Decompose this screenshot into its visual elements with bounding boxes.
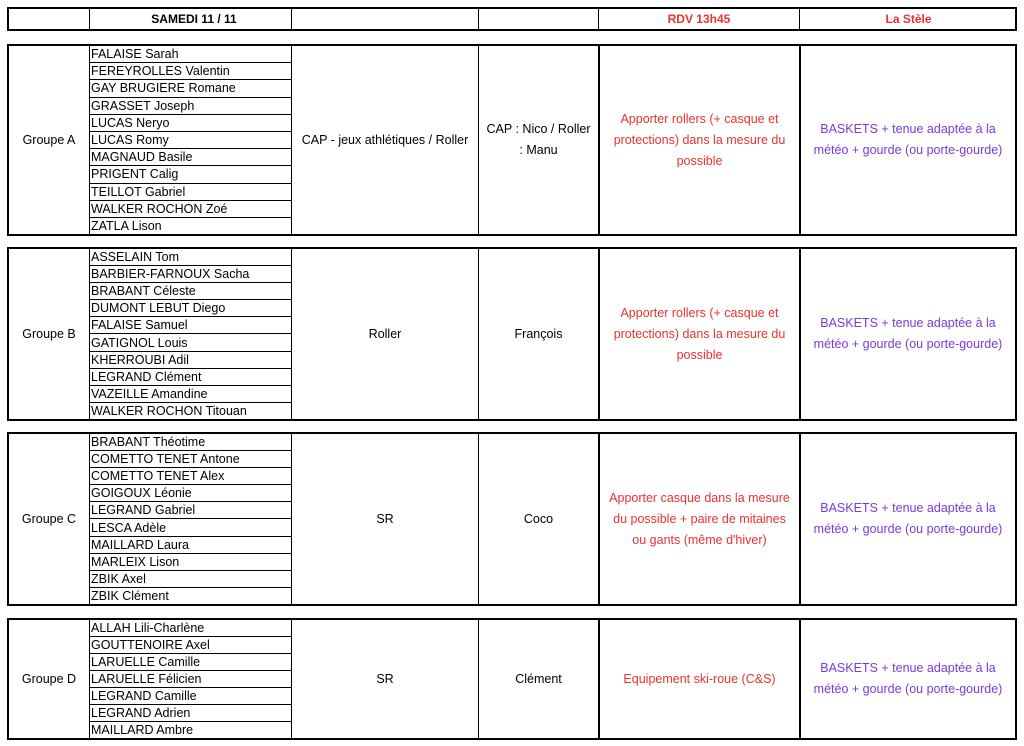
student-name: MAILLARD Ambre [91,723,194,737]
student-name: LUCAS Neryo [89,115,291,132]
place-cell: La Stèle [885,12,932,26]
student-name: FEREYROLLES Valentin [89,63,291,80]
student-name: WALKER ROCHON Zoé [89,201,291,218]
rdv-cell: RDV 13h45 [667,12,731,26]
group-name: Groupe C [21,512,77,526]
header-divider [291,9,292,29]
bring-cell: Apporter rollers (+ casque et protections) dans la mesure du possible [613,305,786,362]
outfit-cell: BASKETS + tenue adaptée à la météo + gourde (ou porte-gourde) [813,661,1003,696]
student-name: LUCAS Romy [89,132,291,149]
group-name: Groupe A [22,133,76,147]
outfit-cell: BASKETS + tenue adaptée à la météo + gourde (ou porte-gourde) [813,501,1003,536]
bring-cell: Equipement ski-roue (C&S) [623,671,776,686]
student-name: KHERROUBI Adil [89,352,291,369]
student-name: LARUELLE Félicien [89,671,291,688]
student-name: LEGRAND Gabriel [89,502,291,519]
student-list [89,434,291,604]
activity-cell: SR [376,671,394,686]
student-name: GRASSET Joseph [89,98,291,115]
student-name: GOUTTENOIRE Axel [89,637,291,654]
student-name: LEGRAND Camille [89,688,291,705]
student-name: LEGRAND Clément [89,369,291,386]
student-name: BRABANT Théotime [89,434,291,451]
student-name: FALAISE Sarah [89,46,291,63]
group-block-a [7,44,1017,236]
student-name: GAY BRUGIERE Romane [89,80,291,97]
student-name: PRIGENT Calig [89,166,291,183]
date-cell: SAMEDI 11 / 11 [151,12,237,26]
outfit-cell: BASKETS + tenue adaptée à la météo + gourde (ou porte-gourde) [813,316,1003,351]
student-list [89,249,291,419]
activity-cell: SR [376,511,394,526]
student-name: COMETTO TENET Antone [89,451,291,468]
student-name: LESCA Adèle [89,519,291,536]
student-name: COMETTO TENET Alex [89,468,291,485]
bring-cell: Apporter rollers (+ casque et protections) dans la mesure du possible [613,111,786,168]
student-name: ASSELAIN Tom [89,249,291,266]
student-list [89,46,291,234]
header-divider [89,9,90,29]
supervisor-cell: Coco [523,511,554,526]
supervisor-cell: François [514,326,563,341]
header-divider [478,9,479,29]
header-row [7,7,1017,31]
supervisor-cell: CAP : Nico / Roller : Manu [486,122,591,157]
group-block-d [7,618,1017,740]
student-name: ALLAH Lili-Charlène [89,620,291,637]
bring-cell: Apporter casque dans la mesure du possible + paire de mitaines ou gants (même d'hiver) [609,490,790,547]
student-name: LARUELLE Camille [89,654,291,671]
student-name: FALAISE Samuel [89,317,291,334]
group-name: Groupe B [22,327,76,341]
activity-cell: CAP - jeux athlétiques / Roller [301,132,469,147]
student-name: MAILLARD Laura [89,537,291,554]
student-name: LEGRAND Adrien [89,705,291,722]
supervisor-cell: Clément [515,671,562,686]
student-name: ZBIK Clément [91,588,169,603]
activity-cell: Roller [368,326,402,341]
student-name: DUMONT LEBUT Diego [89,300,291,317]
student-name: ZBIK Axel [89,571,291,588]
student-list [89,620,291,738]
student-name: TEILLOT Gabriel [89,184,291,201]
outfit-cell: BASKETS + tenue adaptée à la météo + gourde (ou porte-gourde) [813,122,1003,157]
group-block-c [7,432,1017,606]
student-name: MAGNAUD Basile [89,149,291,166]
student-name: GOIGOUX Léonie [89,485,291,502]
student-name: MARLEIX Lison [89,554,291,571]
group-block-b [7,247,1017,421]
student-name: ZATLA Lison [91,218,162,233]
student-name: BRABANT Céleste [89,283,291,300]
student-name: GATIGNOL Louis [89,334,291,351]
student-name: BARBIER-FARNOUX Sacha [89,266,291,283]
group-name: Groupe D [21,672,77,686]
student-name: VAZEILLE Amandine [89,386,291,403]
student-name: WALKER ROCHON Titouan [91,403,247,418]
